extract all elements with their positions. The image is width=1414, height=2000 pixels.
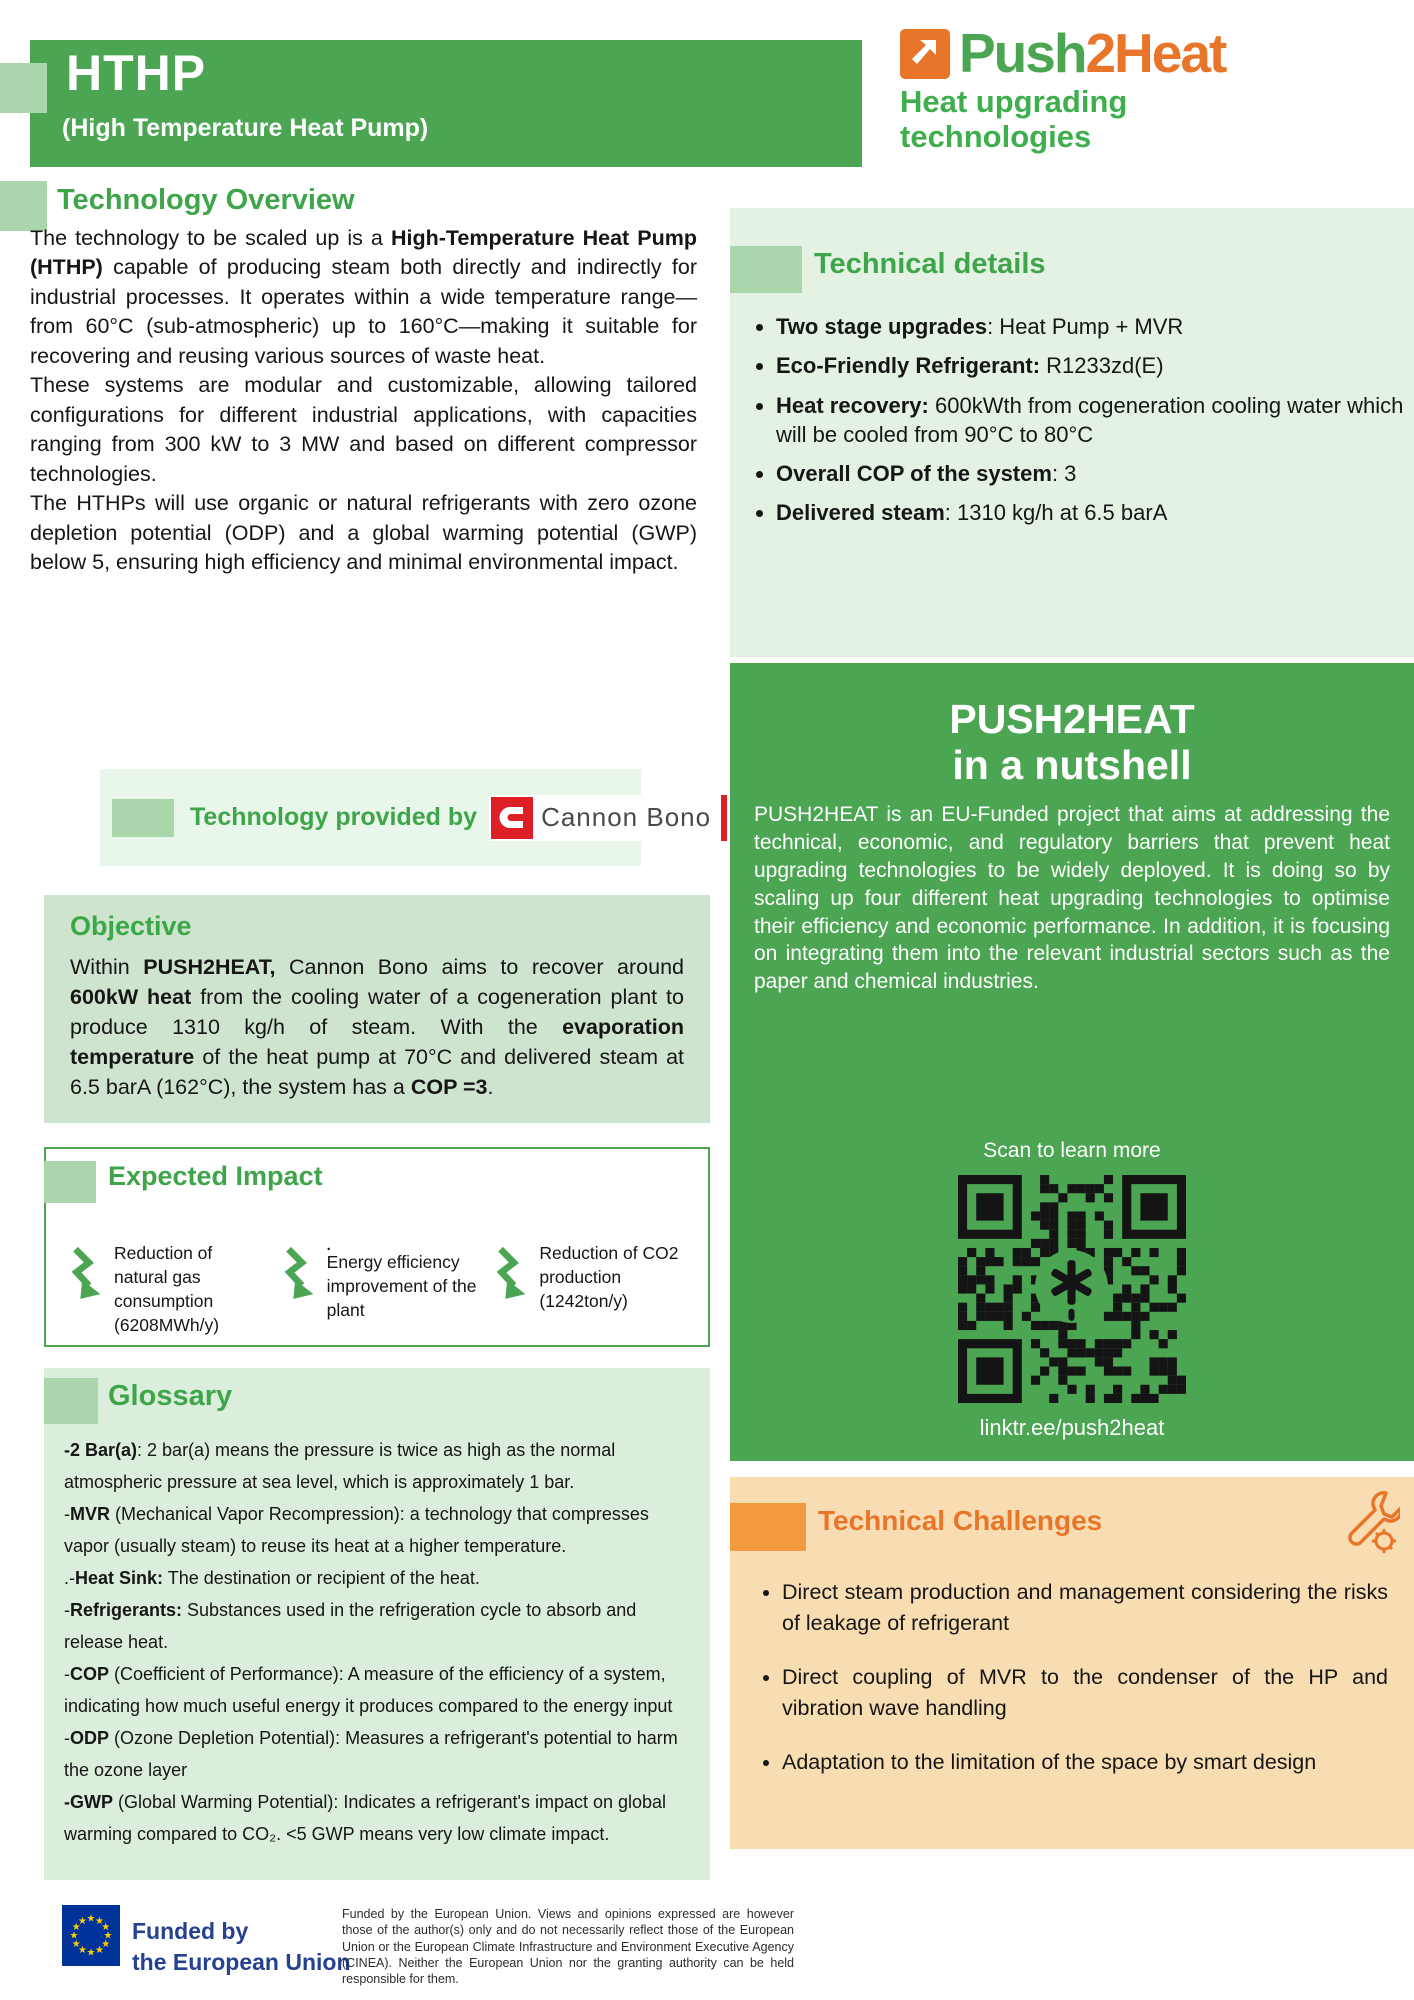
objective-heading: Objective — [70, 911, 192, 941]
cannon-c-icon — [491, 797, 533, 839]
funded-line1: Funded by — [132, 1918, 249, 1944]
nutshell-body: PUSH2HEAT is an EU-Funded project that aims at addressing the technical, economic, and regulatory barriers that prevent heat upgrading technologies to be widely deployed. It is doing so by scaling up four different heat upgrading technologies to optimise their efficiency and economic performance. In addition, it is focusing on integrating them into the relevant industrial sectors such as the paper and chemical industries. — [754, 802, 1390, 994]
glossary-entry: -2 Bar(a): 2 bar(a) means the pressure is twice as high as the normal atmospheric pressure at sea level, which is approximately 1 bar. — [64, 1440, 616, 1493]
qr-code — [958, 1175, 1186, 1403]
glossary-entry: -Refrigerants: Substances used in the refrigeration cycle to absorb and release heat. — [64, 1600, 637, 1653]
impact-item — [66, 1241, 279, 1338]
logo-word-2heat: 2Heat — [1085, 22, 1226, 84]
funded-line2: the European Union — [132, 1949, 351, 1976]
svg-text:★: ★ — [101, 1922, 111, 1933]
eu-flag-icon — [62, 1905, 120, 1966]
nutshell-title-line1: PUSH2HEAT — [949, 696, 1195, 742]
impact-heading: Expected Impact — [108, 1161, 323, 1191]
technical-detail-item: • Heat recovery: 600kWth from cogeneration cooling water which will be cooled from 90°C to 80°C — [776, 391, 1404, 450]
objective-body: Within PUSH2HEAT, Cannon Bono aims to recover around 600kW heat from the cooling water of a cogeneration plant to produce 1310 kg/h of steam. With the evaporation temperature of the heat pump at 70°C and delivered steam at 6.5 barA (162°C), the system has a COP =3. — [70, 955, 684, 1100]
svg-text:★: ★ — [86, 1913, 96, 1925]
overview-body — [30, 224, 697, 577]
glossary-entry: -ODP (Ozone Depletion Potential): Measures a refrigerant's potential to harm the ozone layer — [64, 1728, 678, 1781]
impact-item-text: Reduction of CO2 production (1242ton/y) — [539, 1243, 679, 1312]
impact-item — [491, 1241, 704, 1338]
logo-wordmark — [959, 22, 1226, 84]
svg-text:★: ★ — [69, 1930, 79, 1942]
impact-accent-square — [44, 1161, 96, 1203]
bolt-arrow-icon — [66, 1245, 108, 1307]
challenge-item: • Adaptation to the limitation of the space by smart design — [782, 1747, 1388, 1778]
cannon-red-bar — [721, 795, 727, 841]
provided-by-label: Technology provided by — [190, 803, 478, 831]
impact-items — [66, 1237, 704, 1338]
expected-impact-box — [44, 1147, 710, 1347]
challenges-list — [754, 1577, 1388, 1802]
technical-details-accent-square — [730, 246, 802, 293]
technical-detail-item: • Eco-Friendly Refrigerant: R1233zd(E) — [776, 351, 1404, 380]
glossary-accent-square — [44, 1378, 98, 1424]
glossary-entry: .-Heat Sink: The destination or recipient of the heat. — [64, 1568, 480, 1589]
glossary-entry: -GWP (Global Warming Potential): Indicates a refrigerant's impact on global warming compared to CO₂. <5 GWP means very low climate impact. — [64, 1792, 667, 1845]
svg-text:★: ★ — [86, 1947, 96, 1959]
glossary-entry: -COP (Coefficient of Performance): A measure of the efficiency of a system, indicating how much useful energy it produces compared to the energy input — [64, 1664, 673, 1717]
impact-item — [279, 1237, 492, 1338]
challenges-heading: Technical Challenges — [818, 1505, 1103, 1536]
linktree-link[interactable]: linktr.ee/push2heat — [979, 1414, 1165, 1440]
glossary-heading: Glossary — [108, 1380, 233, 1412]
nutshell-box — [730, 663, 1414, 1461]
logo-tagline: Heat upgrading technologies — [900, 84, 1128, 155]
glossary-box — [44, 1368, 710, 1880]
glossary-entry: -MVR (Mechanical Vapor Recompression): a technology that compresses vapor (usually steam) to reuse its heat at a higher temperature. — [64, 1504, 649, 1557]
overview-paragraph: The HTHPs will use organic or natural refrigerants with zero ozone depletion potential (ODP) and a global warming potential (GWP) below 5, ensuring high efficiency and minimal environmental impact. — [30, 491, 697, 574]
bolt-arrow-icon — [491, 1245, 533, 1307]
bolt-arrow-icon — [279, 1245, 321, 1307]
challenges-accent-square — [730, 1503, 806, 1551]
impact-item-note: . — [326, 1237, 331, 1254]
provided-by-band — [100, 769, 712, 866]
provided-accent-square — [112, 799, 174, 837]
overview-paragraph: These systems are modular and customizable, allowing tailored configurations for different industrial applications, with capacities ranging from 300 kW to 3 MW and based on different compressor technologies. — [30, 373, 697, 486]
title-banner — [30, 40, 862, 167]
technical-detail-item: • Delivered steam: 1310 kg/h at 6.5 barA — [776, 498, 1404, 527]
push2heat-logo — [900, 22, 1412, 155]
eu-disclaimer: Funded by the European Union. Views and opinions expressed are however those of the author(s) only and do not necessarily reflect those of the European Union or the European Climate Infrastructure and Environment Executive Agency (CINEA). Neither the European Union nor the granting authority can be held responsible for them. — [342, 1907, 794, 1986]
impact-item-text: Energy efficiency improvement of the plant — [326, 1252, 477, 1321]
svg-text:★: ★ — [78, 1945, 87, 1957]
technical-detail-item: • Overall COP of the system: 3 — [776, 459, 1404, 488]
svg-text:★: ★ — [101, 1939, 111, 1950]
challenge-item: • Direct steam production and management considering the risks of leakage of refrigerant — [782, 1577, 1388, 1638]
technical-details-box — [730, 208, 1414, 657]
funded-by-label — [132, 1916, 351, 1978]
nutshell-title-line2: in a nutshell — [952, 741, 1192, 788]
impact-item-text: Reduction of natural gas consumption (6208MWh/y) — [114, 1243, 220, 1336]
cannon-bono-wordmark: Cannon Bono — [541, 802, 712, 832]
overview-heading: Technology Overview — [57, 184, 355, 216]
technical-challenges-box — [730, 1477, 1414, 1849]
technical-details-list — [746, 312, 1404, 538]
qr-center-asterisk-icon — [1035, 1250, 1108, 1323]
challenge-item: • Direct coupling of MVR to the condenser of the HP and vibration wave handling — [782, 1662, 1388, 1723]
wrench-icon — [1336, 1487, 1400, 1555]
technical-detail-item: • Two stage upgrades: Heat Pump + MVR — [776, 312, 1404, 341]
banner-accent-square — [0, 63, 47, 113]
glossary-body — [64, 1434, 692, 1850]
cannon-bono-logo — [489, 795, 721, 841]
scan-to-learn-more-label: Scan to learn more — [983, 1138, 1161, 1162]
technical-details-heading: Technical details — [814, 248, 1046, 280]
push2heat-arrow-icon — [900, 29, 950, 79]
overview-paragraph: The technology to be scaled up is a High-Temperature Heat Pump (HTHP) capable of producing steam both directly and indirectly for industrial processes. It operates within a wide temperature range—from 60°C (sub-atmospheric) up to 160°C—making it suitable for recovering and reusing various sources of waste heat. — [30, 226, 697, 368]
page-subtitle: (High Temperature Heat Pump) — [62, 114, 429, 142]
objective-box — [44, 895, 710, 1123]
svg-text:★: ★ — [95, 1945, 104, 1957]
logo-word-push: Push — [959, 22, 1086, 84]
svg-text:★: ★ — [78, 1915, 87, 1927]
svg-text:★: ★ — [71, 1922, 81, 1933]
svg-text:★: ★ — [103, 1930, 113, 1942]
page-title: HTHP — [66, 45, 207, 101]
svg-text:★: ★ — [95, 1915, 104, 1927]
svg-text:★: ★ — [71, 1939, 81, 1950]
